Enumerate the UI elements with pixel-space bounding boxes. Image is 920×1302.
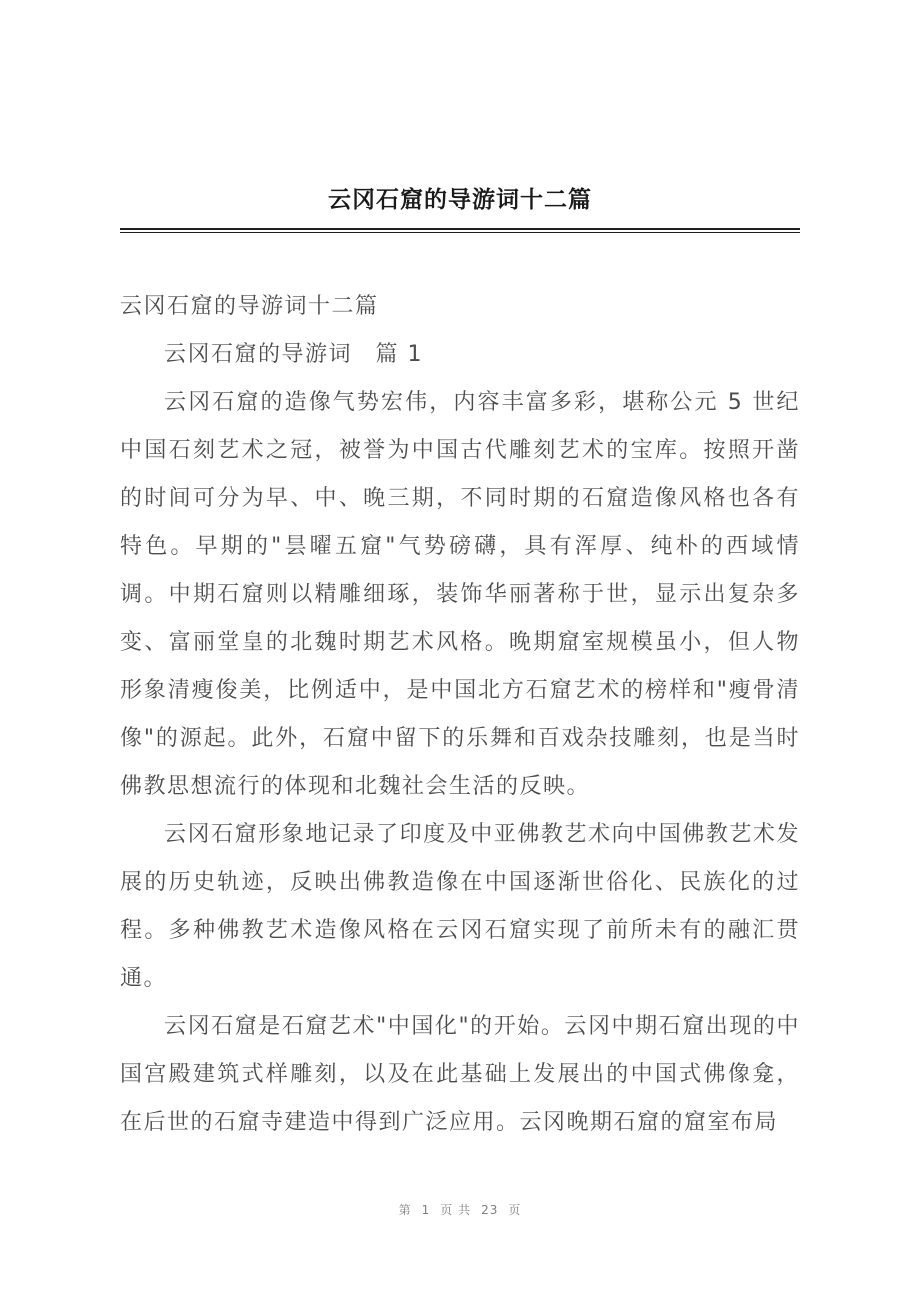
title-divider — [120, 228, 800, 233]
footer-page-suffix: 页 — [508, 1203, 522, 1217]
paragraph: 云冈石窟形象地记录了印度及中亚佛教艺术向中国佛教艺术发展的历史轨迹，反映出佛教造像在中国逐渐世俗化、民族化的过程。多种佛教艺术造像风格在云冈石窟实现了前所未有的融汇贯通。 — [120, 822, 800, 991]
footer-total-pages: 23 — [481, 1203, 499, 1217]
footer-page-prefix: 第 — [398, 1203, 412, 1217]
paragraph: 云冈石窟是石窟艺术"中国化"的开始。云冈中期石窟出现的中国宫殿建筑式样雕刻，以及在此基础上发展出的中国式佛像龛，在后世的石窟寺建造中得到广泛应用。云冈晚期石窟的窟室布局 — [120, 1014, 800, 1135]
footer-page-label: 页 共 — [440, 1203, 472, 1217]
document-body — [120, 283, 800, 1147]
paragraph: 云冈石窟的造像气势宏伟，内容丰富多彩，堪称公元 5 世纪中国石刻艺术之冠，被誉为中国古代雕刻艺术的宝库。按照开凿的时间可分为早、中、晚三期，不同时期的石窟造像风格也各有特色。早期的"昙曜五窟"气势磅礴，具有浑厚、纯朴的西域情调。中期石窟则以精雕细琢，装饰华丽著称于世，显示出复杂多变、富丽堂皇的北魏时期艺术风格。晚期窟室规模虽小，但人物形象清瘦俊美，比例适中，是中国北方石窟艺术的榜样和"瘦骨清像"的源起。此外，石窟中留下的乐舞和百戏杂技雕刻，也是当时佛教思想流行的体现和北魏社会生活的反映。 — [120, 390, 800, 799]
paragraph-subheading: 云冈石窟的导游词 篇 1 — [164, 342, 423, 367]
footer-current-page: 1 — [421, 1203, 431, 1217]
paragraph-heading: 云冈石窟的导游词十二篇 — [120, 294, 379, 319]
page-footer — [0, 1201, 920, 1218]
document-title: 云冈石窟的导游词十二篇 — [328, 187, 592, 213]
